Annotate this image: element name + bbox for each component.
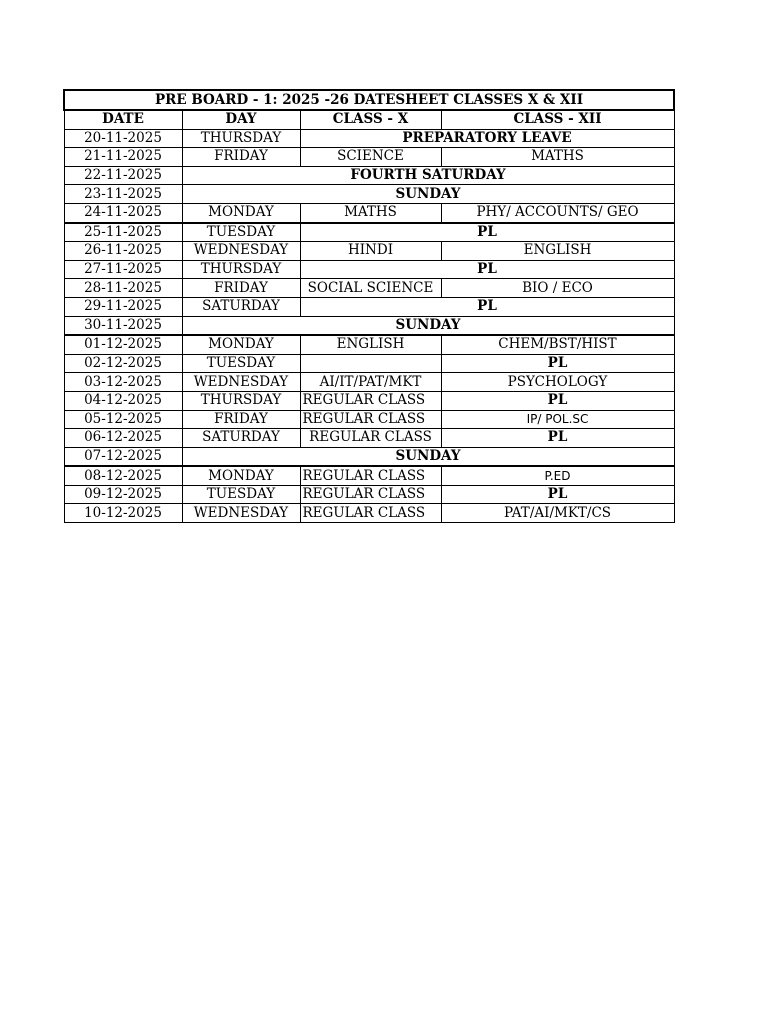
day-cell: WEDNESDAY [182,504,300,523]
date-cell: 25-11-2025 [64,223,182,242]
table-row [64,260,674,279]
table-row [64,335,674,354]
day-cell: WEDNESDAY [182,242,300,261]
class-xii-cell: BIO / ECO [441,279,674,298]
class-x-cell: REGULAR CLASS [300,466,441,485]
date-cell: 04-12-2025 [64,391,182,410]
table-row [64,466,674,485]
merged-note-cell: SUNDAY [182,316,674,335]
table-row [64,148,674,167]
class-xii-cell: P.ED [441,466,674,485]
day-cell: SATURDAY [182,297,300,316]
date-cell: 09-12-2025 [64,485,182,504]
class-x-cell: REGULAR CLASS [300,410,441,429]
date-cell: 26-11-2025 [64,242,182,261]
class-x-cell: REGULAR CLASS [300,485,441,504]
date-cell: 30-11-2025 [64,316,182,335]
date-cell: 08-12-2025 [64,466,182,485]
day-cell: THURSDAY [182,260,300,279]
date-cell: 20-11-2025 [64,129,182,148]
class-xii-cell: PL [441,354,674,373]
header-row [64,110,674,129]
table-row [64,391,674,410]
date-cell: 23-11-2025 [64,185,182,204]
day-cell: SATURDAY [182,429,300,448]
day-cell: FRIDAY [182,279,300,298]
class-x-cell: AI/IT/PAT/MKT [300,373,441,392]
merged-note-cell: SUNDAY [182,447,674,466]
class-x-cell: HINDI [300,242,441,261]
datesheet-body [64,90,674,523]
class-xii-cell: PL [441,391,674,410]
class-xii-cell: PL [441,485,674,504]
table-row [64,354,674,373]
merged-note-cell: SUNDAY [182,185,674,204]
class-x-cell: REGULAR CLASS [300,504,441,523]
date-cell: 24-11-2025 [64,203,182,222]
table-row [64,485,674,504]
class-x-cell: SCIENCE [300,148,441,167]
day-cell: TUESDAY [182,485,300,504]
datesheet-table [63,89,675,523]
merged-note-cell: FOURTH SATURDAY [182,166,674,185]
table-row [64,373,674,392]
title-row [64,90,674,110]
day-cell: MONDAY [182,335,300,354]
date-cell: 27-11-2025 [64,260,182,279]
header-day: DAY [182,110,300,129]
table-row [64,410,674,429]
class-xii-cell: PHY/ ACCOUNTS/ GEO [441,203,674,222]
class-xii-cell: ENGLISH [441,242,674,261]
day-cell: TUESDAY [182,354,300,373]
sheet-title: PRE BOARD - 1: 2025 -26 DATESHEET CLASSES X & XII [64,90,674,110]
table-row [64,185,674,204]
table-row [64,297,674,316]
day-cell: FRIDAY [182,148,300,167]
table-row [64,203,674,222]
merged-note-cell: PL [300,260,674,279]
class-xii-cell: PSYCHOLOGY [441,373,674,392]
merged-note-cell: PL [300,223,674,242]
class-xii-cell: PAT/AI/MKT/CS [441,504,674,523]
date-cell: 03-12-2025 [64,373,182,392]
table-row [64,129,674,148]
date-cell: 22-11-2025 [64,166,182,185]
table-row [64,429,674,448]
table-row [64,242,674,261]
class-xii-cell: MATHS [441,148,674,167]
date-cell: 02-12-2025 [64,354,182,373]
header-class-xii: CLASS - XII [441,110,674,129]
merged-note-cell: PREPARATORY LEAVE [300,129,674,148]
table-row [64,447,674,466]
table-row [64,166,674,185]
table-row [64,504,674,523]
date-cell: 07-12-2025 [64,447,182,466]
header-class-x: CLASS - X [300,110,441,129]
date-cell: 06-12-2025 [64,429,182,448]
day-cell: FRIDAY [182,410,300,429]
date-cell: 05-12-2025 [64,410,182,429]
date-cell: 21-11-2025 [64,148,182,167]
class-x-cell [300,354,441,373]
class-x-cell: ENGLISH [300,335,441,354]
class-xii-cell: IP/ POL.SC [441,410,674,429]
day-cell: TUESDAY [182,223,300,242]
header-date: DATE [64,110,182,129]
class-x-cell: MATHS [300,203,441,222]
day-cell: WEDNESDAY [182,373,300,392]
table-row [64,316,674,335]
class-x-cell: SOCIAL SCIENCE [300,279,441,298]
date-cell: 29-11-2025 [64,297,182,316]
class-x-cell: REGULAR CLASS [300,391,441,410]
day-cell: MONDAY [182,466,300,485]
day-cell: THURSDAY [182,129,300,148]
date-cell: 01-12-2025 [64,335,182,354]
class-xii-cell: CHEM/BST/HIST [441,335,674,354]
day-cell: MONDAY [182,203,300,222]
table-row [64,223,674,242]
day-cell: THURSDAY [182,391,300,410]
class-xii-cell: PL [441,429,674,448]
table-row [64,279,674,298]
class-x-cell: REGULAR CLASS [300,429,441,448]
merged-note-cell: PL [300,297,674,316]
date-cell: 10-12-2025 [64,504,182,523]
date-cell: 28-11-2025 [64,279,182,298]
